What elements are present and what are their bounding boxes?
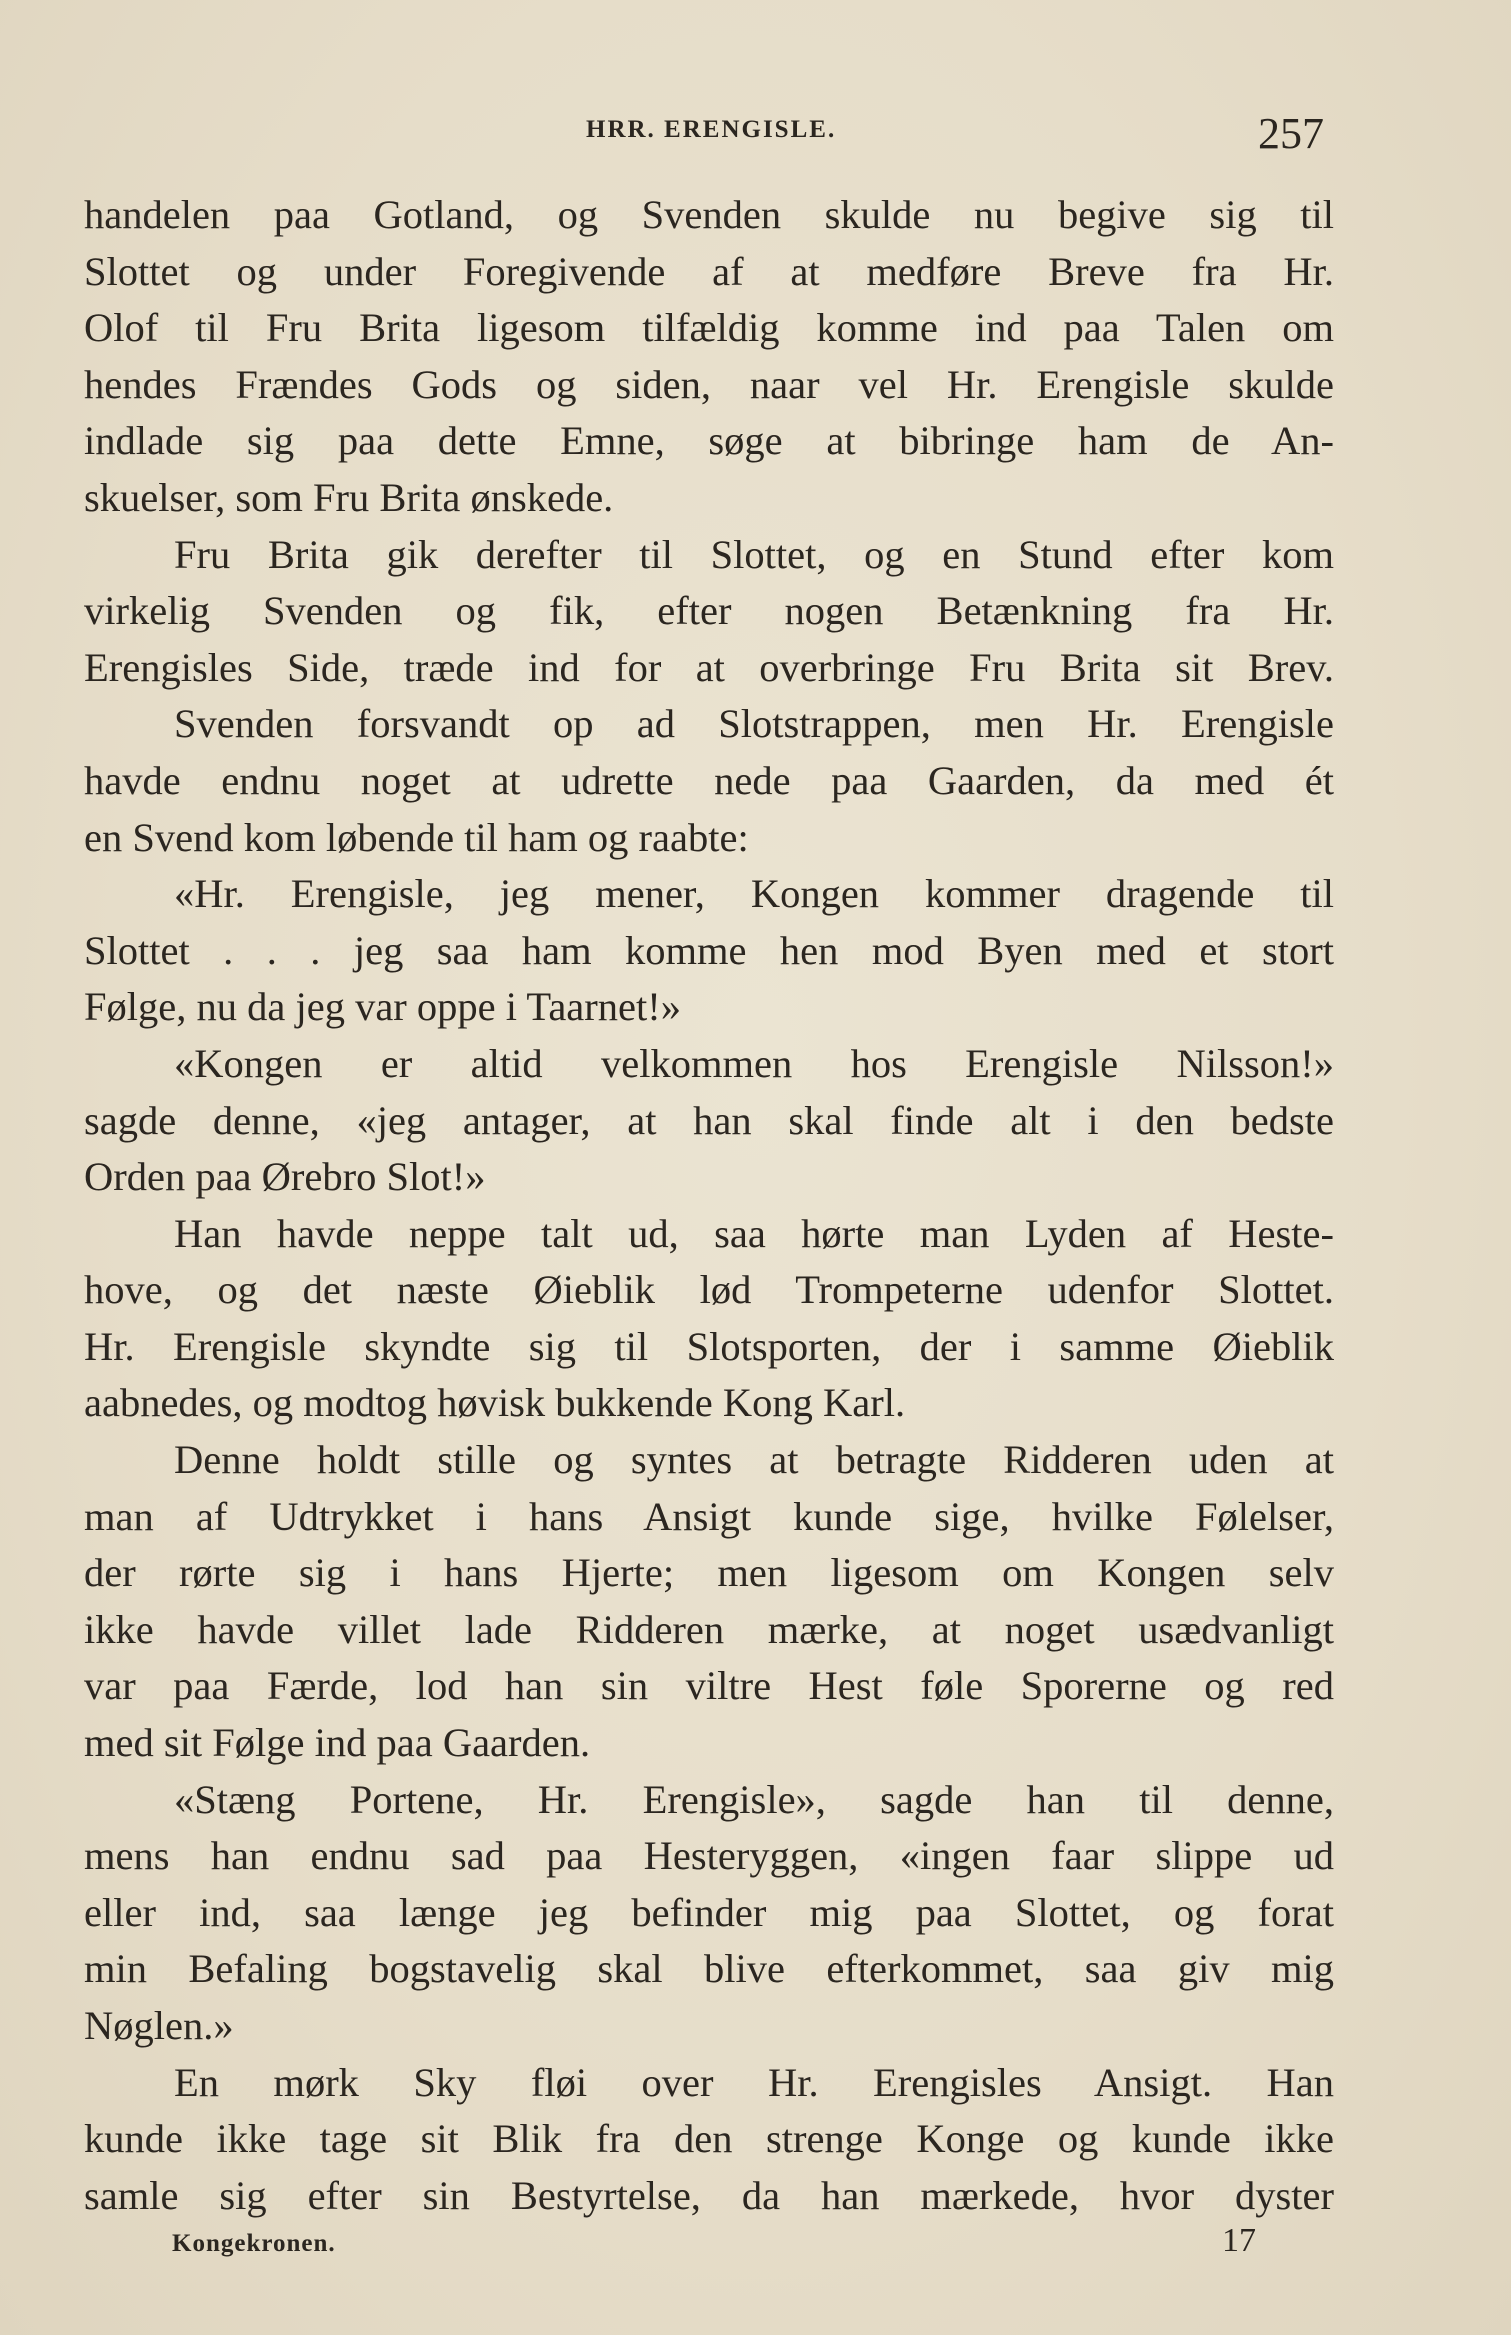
- text-line: «Stæng Portene, Hr. Erengisle», sagde han til denne,: [174, 1776, 1334, 1822]
- page-footer: [0, 2222, 1511, 2262]
- text-line: Han havde neppe talt ud, saa hørte man Lyden af Heste-: [174, 1210, 1334, 1256]
- body-text: [84, 187, 1334, 2224]
- text-line: var paa Færde, lod han sin viltre Hest føle Sporerne og red: [84, 1663, 1334, 1709]
- text-line: eller ind, saa længe jeg befinder mig paa Slottet, og forat: [84, 1889, 1334, 1935]
- page-number: 257: [1258, 109, 1324, 158]
- text-line: Erengisles Side, træde ind for at overbringe Fru Brita sit Brev.: [84, 644, 1334, 690]
- text-line: aabnedes, og modtog høvisk bukkende Kong Karl.: [84, 1380, 906, 1426]
- text-line: Olof til Fru Brita ligesom tilfældig komme ind paa Talen om: [84, 305, 1334, 351]
- text-line: virkelig Svenden og fik, efter nogen Betænkning fra Hr.: [84, 588, 1334, 634]
- text-line: handelen paa Gotland, og Svenden skulde nu begive sig til: [84, 192, 1334, 237]
- text-line: indlade sig paa dette Emne, søge at bibringe ham de An-: [84, 418, 1334, 464]
- page-header: [0, 108, 1511, 168]
- text-line: sagde denne, «jeg antager, at han skal finde alt i den bedste: [84, 1097, 1334, 1143]
- running-head: HRR. ERENGISLE.: [586, 116, 837, 143]
- text-line: man af Udtrykket i hans Ansigt kunde sige, hvilke Følelser,: [84, 1493, 1334, 1539]
- text-line: hendes Frændes Gods og siden, naar vel Hr. Erengisle skulde: [84, 361, 1334, 407]
- text-line: Slottet og under Foregivende af at medføre Breve fra Hr.: [84, 248, 1334, 294]
- text-line: Fru Brita gik derefter til Slottet, og en Stund efter kom: [174, 531, 1334, 577]
- text-line: hove, og det næste Øieblik lød Trompeterne udenfor Slottet.: [84, 1267, 1334, 1313]
- signature-mark: 17: [1222, 2222, 1256, 2259]
- signature-title: Kongekronen.: [172, 2230, 336, 2257]
- text-line: skuelser, som Fru Brita ønskede.: [84, 474, 614, 520]
- text-line: min Befaling bogstavelig skal blive efterkommet, saa giv mig: [84, 1946, 1334, 1992]
- text-line: Orden paa Ørebro Slot!»: [84, 1154, 486, 1200]
- text-line: Slottet . . . jeg saa ham komme hen mod Byen med et stort: [84, 927, 1334, 973]
- text-line: «Hr. Erengisle, jeg mener, Kongen kommer dragende til: [174, 871, 1334, 917]
- text-line: Nøglen.»: [84, 2003, 234, 2048]
- text-line: Denne holdt stille og syntes at betragte Ridderen uden at: [174, 1437, 1334, 1483]
- text-line: mens han endnu sad paa Hesteryggen, «ingen faar slippe ud: [84, 1833, 1334, 1879]
- text-line: ikke havde villet lade Ridderen mærke, at noget usædvanligt: [84, 1606, 1334, 1652]
- text-line: med sit Følge ind paa Gaarden.: [84, 1720, 591, 1766]
- text-line: der rørte sig i hans Hjerte; men ligesom om Kongen selv: [84, 1550, 1334, 1596]
- text-line: havde endnu noget at udrette nede paa Gaarden, da med ét: [84, 757, 1334, 803]
- text-line: «Kongen er altid velkommen hos Erengisle Nilsson!»: [174, 1040, 1334, 1086]
- text-line: En mørk Sky fløi over Hr. Erengisles Ansigt. Han: [174, 2059, 1334, 2105]
- text-line: en Svend kom løbende til ham og raabte:: [84, 814, 749, 860]
- text-line: samle sig efter sin Bestyrtelse, da han mærkede, hvor dyster: [84, 2172, 1334, 2218]
- text-line: Svenden forsvandt op ad Slotstrappen, men Hr. Erengisle: [174, 701, 1334, 747]
- text-line: Følge, nu da jeg var oppe i Taarnet!»: [84, 984, 681, 1030]
- text-line: Hr. Erengisle skyndte sig til Slotsporten, der i samme Øieblik: [84, 1323, 1334, 1369]
- text-line: kunde ikke tage sit Blik fra den strenge Konge og kunde ikke: [84, 2116, 1334, 2162]
